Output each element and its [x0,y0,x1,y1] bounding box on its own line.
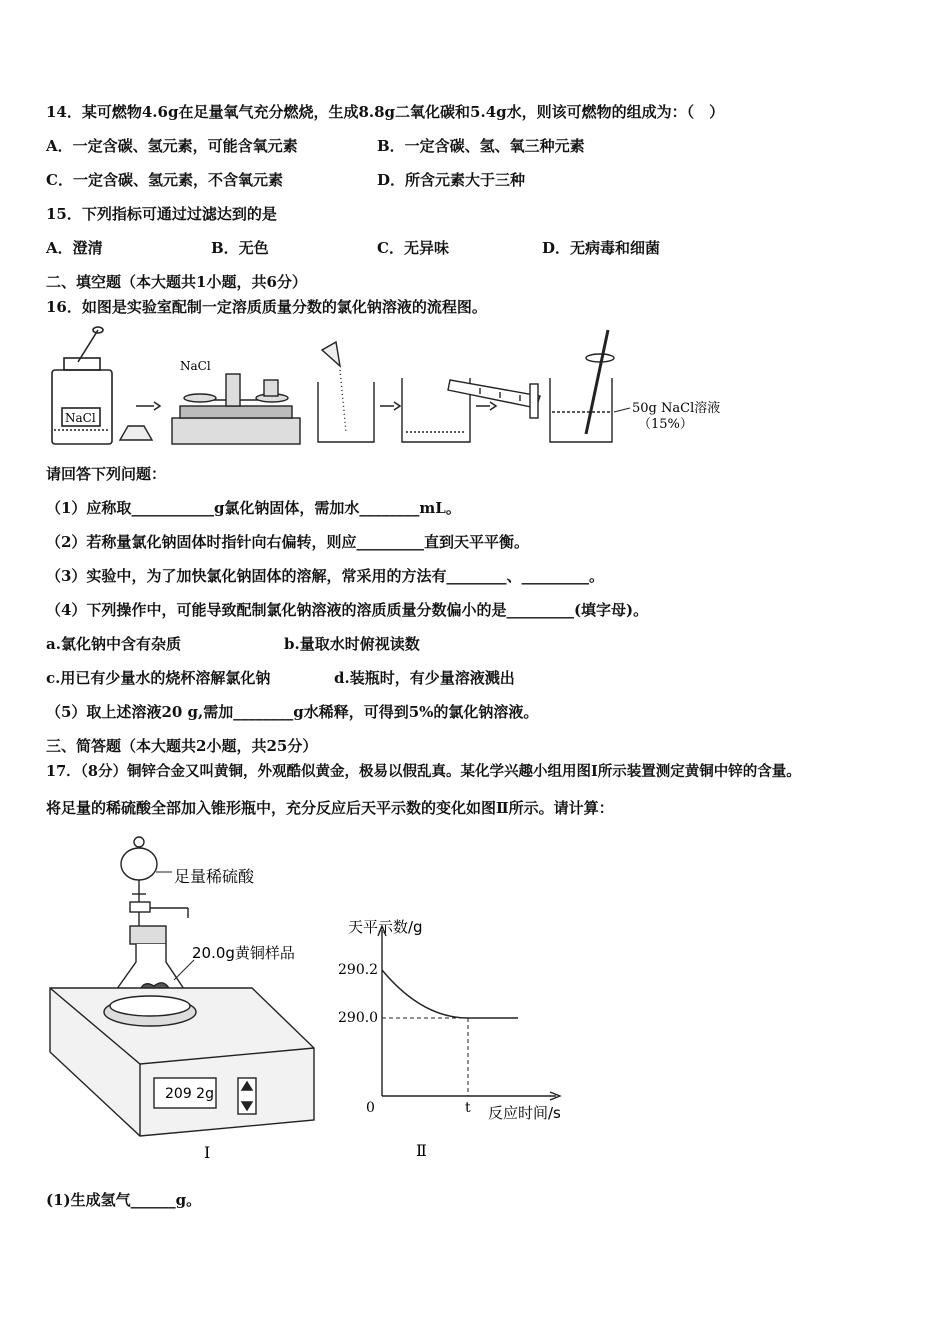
solution-percent: （15%） [638,417,693,432]
arrow-icon [136,402,160,410]
beaker-icon [318,342,374,442]
q16-prompt: 请回答下列问题： [46,465,167,483]
q15-option-d: D．无病毒和细菌 [542,239,661,257]
reagent-bottle-icon [52,327,112,444]
q15-option-a: A．澄清 [46,239,103,257]
q17-figure-1 [44,830,324,1170]
q17-part-1: (1)生成氢气______g。 [46,1191,202,1209]
q16-part-2: （2）若称量氯化钠固体时指针向右偏转，则应_________直到天平平衡。 [46,533,529,551]
q16-option-d: d.装瓶时，有少量溶液溅出 [334,669,515,687]
sample-label: 20.0g黄铜样品 [192,944,295,962]
series-curve [382,970,468,1018]
y-tick-label: 290.2 [338,962,379,978]
bottle-label: NaCl [65,411,96,425]
stopper-icon [120,426,152,440]
q16-part-1: （1）应称取___________g氯化钠固体，需加水________mL。 [46,499,461,517]
balance-icon [172,374,300,444]
q14-option-a: A．一定含碳、氢元素，可能含氧元素 [46,137,298,155]
q16-option-c: c.用已有少量水的烧杯溶解氯化钠 [46,669,271,687]
arrow-icon [476,402,496,410]
q16-part-3: （3）实验中，为了加快氯化钠固体的溶解，常采用的方法有________、_________。 [46,567,604,585]
balance-display: 209 2g [165,1086,214,1102]
y-tick-label: 0 [366,1100,375,1116]
q14-option-b: B．一定含碳、氢、氧三种元素 [377,137,585,155]
q16-part-5: （5）取上述溶液20 g,需加________g水稀释，可得到5%的氯化钠溶液。 [46,703,539,721]
q17-stem-1: 17．（8分）铜锌合金又叫黄铜，外观酷似黄金，极易以假乱真。某化学兴趣小组用图Ⅰ所示装置测定黄铜中锌的含量。 [46,763,801,780]
arrow-icon [380,402,400,410]
q16-option-a: a.氯化钠中含有杂质 [46,635,181,653]
figure-2-caption: Ⅱ [416,1141,427,1160]
balance-label: NaCl [180,359,211,373]
q17-stem-2: 将足量的稀硫酸全部加入锥形瓶中，充分反应后天平示数的变化如图Ⅱ所示。请计算： [46,799,614,817]
beaker-stirring-icon [550,330,614,442]
x-axis-label: 反应时间/s [488,1104,561,1122]
q14-option-c: C．一定含碳、氢元素，不含氧元素 [46,171,283,189]
solution-label: 50g NaCl溶液 [632,401,721,416]
label-leader [614,408,630,412]
q15-option-c: C．无异味 [377,239,449,257]
q15-stem: 15．下列指标可通过过滤达到的是 [46,205,277,223]
y-tick-label: 290.0 [338,1010,379,1026]
electronic-balance-icon [50,988,314,1136]
figure-1-caption: Ⅰ [204,1143,211,1162]
q17-figure-2-chart [330,910,590,1170]
section-3-heading: 三、简答题（本大题共2小题，共25分） [46,737,318,755]
q16-flow-figure [40,322,740,452]
label-leader [174,960,194,980]
q14-stem: 14．某可燃物4.6g在足量氧气充分燃烧，生成8.8g二氧化碳和5.4g水，则该可燃物的组成为：（ ） [46,103,725,121]
y-axis-label: 天平示数/g [348,918,423,936]
q14-option-d: D．所含元素大于三种 [377,171,526,189]
q16-stem: 16．如图是实验室配制一定溶质质量分数的氯化钠溶液的流程图。 [46,298,487,316]
x-tick-label: t [465,1100,471,1116]
section-2-heading: 二、填空题（本大题共1小题，共6分） [46,273,307,291]
measuring-cylinder-icon [448,380,540,418]
acid-label: 足量稀硫酸 [174,867,255,886]
q16-option-b: b.量取水时俯视读数 [284,635,420,653]
q15-option-b: B．无色 [211,239,269,257]
q16-part-4: （4）下列操作中，可能导致配制氯化钠溶液的溶质质量分数偏小的是_________(填字母)。 [46,601,649,619]
